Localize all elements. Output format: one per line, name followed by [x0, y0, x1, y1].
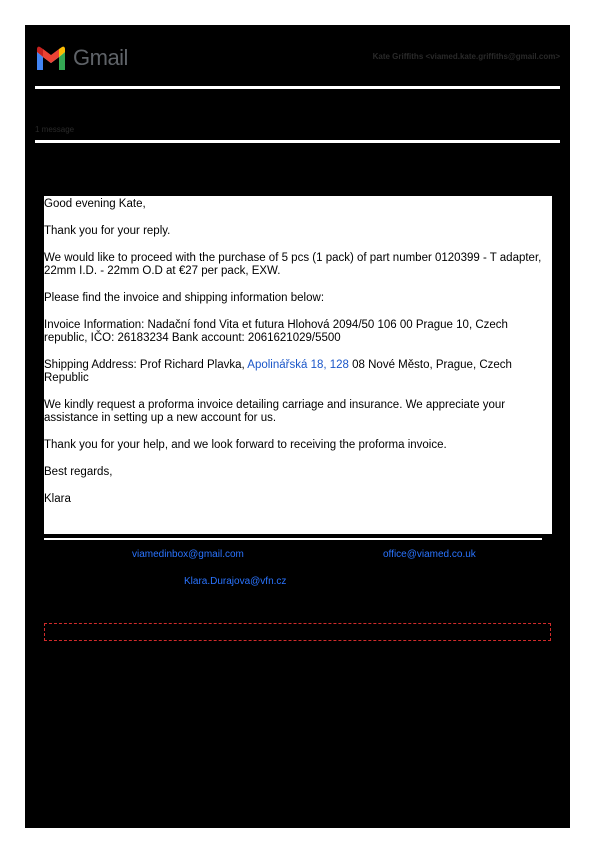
- contact-email-link[interactable]: viamedinbox@gmail.com: [132, 549, 244, 560]
- thread-divider: [35, 140, 560, 143]
- dotted-placeholder-box: [44, 623, 551, 641]
- regards-text: Best regards,: [44, 466, 113, 478]
- shipping-address-text: [44, 359, 552, 385]
- address-link[interactable]: Apolinářská 18, 128: [247, 359, 349, 371]
- invoice-info-text: Invoice Information: Nadační fond Vita et futura Hlohová 2094/50 106 00 Prague 10, Czech republic, IČO: 26183234 Bank account: 2061621029/5500: [44, 319, 512, 344]
- thanks-text: Thank you for your reply.: [44, 225, 171, 237]
- find-below-text: Please find the invoice and shipping information below:: [44, 292, 325, 304]
- email-body: [44, 196, 552, 534]
- signature-text: Klara: [44, 493, 71, 505]
- email-page: [25, 25, 570, 828]
- header-divider: [35, 86, 560, 89]
- purchase-text: We would like to proceed with the purchase of 5 pcs (1 pack) of part number 0120399 - T adapter, 22mm I.D. - 22mm O.D at €27 per pack, EXW.: [44, 252, 545, 277]
- shipping-prefix: Shipping Address: Prof Richard Plavka,: [44, 359, 248, 371]
- gmail-logo[interactable]: [35, 45, 128, 71]
- sender-address: Kate Griffiths <viamed.kate.griffiths@gmail.com>: [372, 52, 560, 61]
- header: [35, 45, 560, 71]
- closing-thanks-text: Thank you for your help, and we look forward to receiving the proforma invoice.: [44, 439, 447, 451]
- klara-email-link[interactable]: Klara.Durajova@vfn.cz: [184, 576, 287, 587]
- request-text: We kindly request a proforma invoice detailing carriage and insurance. We appreciate your assistance in setting up a new account for us.: [44, 399, 509, 424]
- shipping-suffix: 08 Nové Město, Prague, Czech Republic: [44, 359, 516, 384]
- gmail-icon: [35, 46, 67, 70]
- signature-divider: [44, 538, 542, 540]
- office-email-link[interactable]: office@viamed.co.uk: [383, 549, 476, 560]
- gmail-logo-text: Gmail: [73, 45, 128, 70]
- message-count: 1 message: [35, 125, 75, 134]
- greeting-text: Good evening Kate,: [44, 198, 146, 210]
